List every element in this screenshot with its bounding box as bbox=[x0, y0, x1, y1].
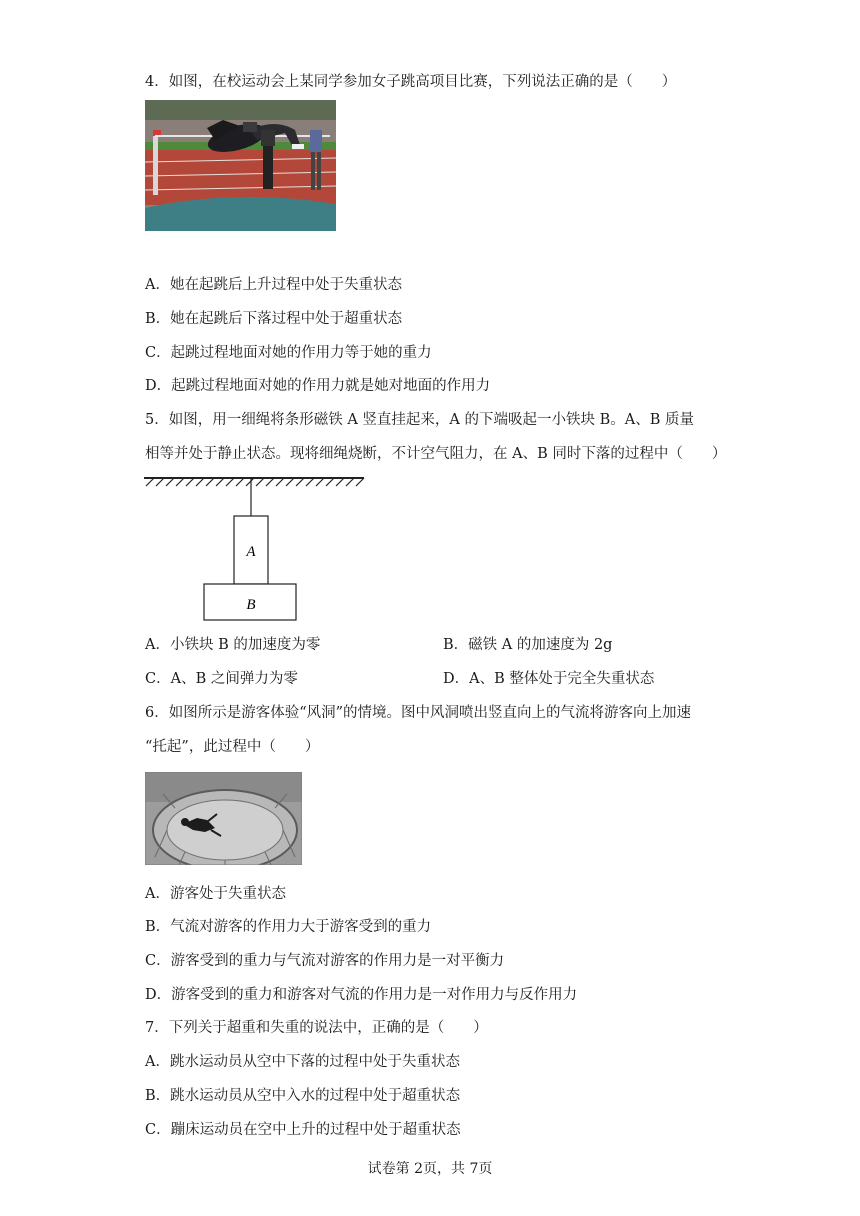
q4-option-b: B．她在起跳后下落过程中处于超重状态 bbox=[145, 311, 403, 327]
q7-stem: 7．下列关于超重和失重的说法中，正确的是（ ） bbox=[145, 1020, 488, 1036]
q6-option-c: C．游客受到的重力与气流对游客的作用力是一对平衡力 bbox=[145, 953, 505, 969]
wind-tunnel-photo bbox=[145, 772, 302, 865]
q6-stem-line1: 6．如图所示是游客体验“风洞”的情境。图中风洞喷出竖直向上的气流将游客向上加速 bbox=[145, 705, 692, 721]
label-a: A bbox=[246, 544, 256, 560]
magnet-diagram bbox=[140, 472, 370, 626]
q6-option-d: D．游客受到的重力和游客对气流的作用力是一对作用力与反作用力 bbox=[145, 987, 578, 1003]
label-b: B bbox=[246, 597, 256, 613]
q6-stem-line2: “托起”，此过程中（ ） bbox=[145, 739, 320, 755]
page-footer: 试卷第 2页，共 7页 bbox=[367, 1161, 493, 1177]
q5-option-d: D．A、B 整体处于完全失重状态 bbox=[443, 671, 655, 687]
q5-option-a: A．小铁块 B 的加速度为零 bbox=[145, 637, 321, 653]
q7-option-b: B．跳水运动员从空中入水的过程中处于超重状态 bbox=[145, 1088, 461, 1104]
q5-stem-line1: 5．如图，用一细绳将条形磁铁 A 竖直挂起来，A 的下端吸起一小铁块 B。A、B 质量 bbox=[145, 412, 694, 428]
q4-stem: 4．如图，在校运动会上某同学参加女子跳高项目比赛，下列说法正确的是（ ） bbox=[145, 74, 677, 90]
q7-option-c: C．蹦床运动员在空中上升的过程中处于超重状态 bbox=[145, 1122, 461, 1138]
q4-option-d: D．起跳过程地面对她的作用力就是她对地面的作用力 bbox=[145, 378, 491, 394]
q5-stem-line2: 相等并处于静止状态。现将细绳烧断，不计空气阻力，在 A、B 同时下落的过程中（ ） bbox=[145, 446, 727, 462]
q4-option-a: A．她在起跳后上升过程中处于失重状态 bbox=[145, 277, 402, 293]
q5-option-b: B．磁铁 A 的加速度为 2g bbox=[443, 637, 613, 653]
high-jump-photo bbox=[145, 100, 336, 231]
q4-option-c: C．起跳过程地面对她的作用力等于她的重力 bbox=[145, 345, 432, 361]
q5-option-c: C．A、B 之间弹力为零 bbox=[145, 671, 298, 687]
q7-option-a: A．跳水运动员从空中下落的过程中处于失重状态 bbox=[145, 1054, 460, 1070]
q6-option-b: B．气流对游客的作用力大于游客受到的重力 bbox=[145, 919, 432, 935]
q6-option-a: A．游客处于失重状态 bbox=[145, 886, 286, 902]
